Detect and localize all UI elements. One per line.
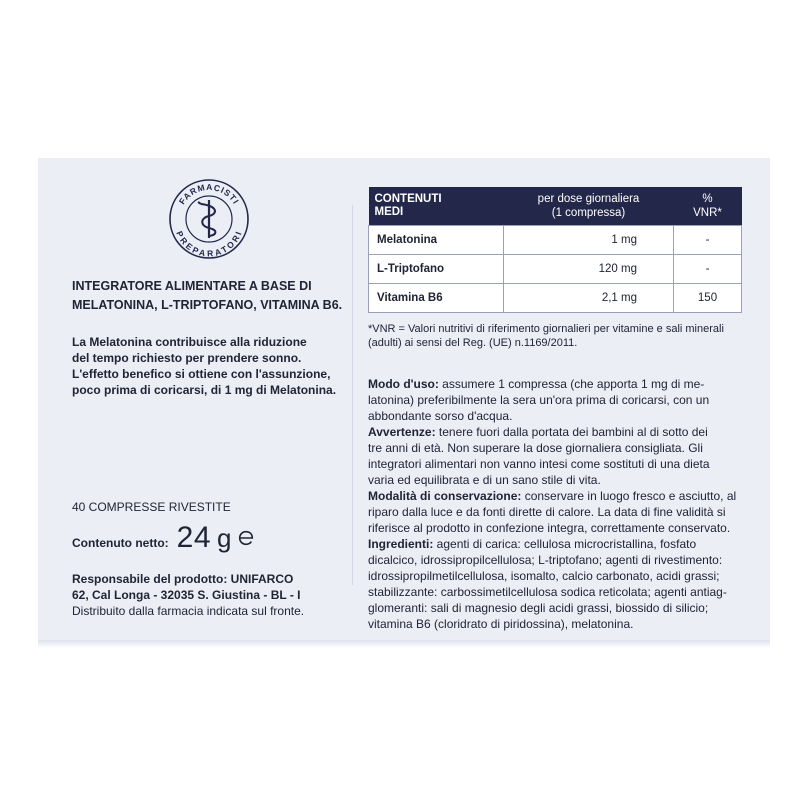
header-daily-dose: per dose giornaliera (1 compressa): [504, 187, 674, 226]
header-contents: CONTENUTI MEDI: [369, 187, 504, 226]
nutrient-name: L-Triptofano: [369, 255, 504, 284]
product-headline: [72, 277, 342, 315]
panel-shadow: [38, 640, 770, 648]
table-row: [369, 226, 742, 255]
nutrient-vnr: 150: [674, 284, 742, 313]
header-vnr: % VNR*: [674, 187, 742, 226]
responsible-line-3: Distribuito dalla farmacia indicata sul fronte.: [72, 604, 305, 618]
responsible-party: [72, 571, 304, 619]
tablet-count: 40 COMPRESSE RIVESTITE: [72, 500, 231, 514]
nutrient-amount: 2,1 mg: [504, 284, 674, 313]
claim-line-2: del tempo richiesto per prendere sonno.: [72, 351, 302, 365]
ingredients-line: Ingredienti: agenti di carica: cellulosa microcristallina, fosfato: [368, 537, 697, 551]
svg-text:FARMACISTI: FARMACISTI: [176, 181, 242, 207]
nutrient-amount: 120 mg: [504, 255, 674, 284]
responsible-line-1: Responsabile del prodotto: UNIFARCO: [72, 572, 294, 586]
svg-text:PREPARATORI: PREPARATORI: [174, 229, 244, 259]
directions-text: Modo d'uso: assumere 1 compressa (che apporta 1 mg di me- latonina) preferibilmente la sera un'ora prima di coricarsi, con un abbondante sorso d'acqua. Avvertenze: tenere fuori dalla portata dei bambini al di sotto dei tre anni di età. Non superare la dose giornaliera consigliata. Gli integratori alimentari non vanno intesi come sostituti di una dieta varia ed equilibrata e di un sano stile di vita. Modalità di conservazione: conservare in luogo fresco e asciutto, al riparo dalla luce e da fonti dirette di calore. La data di fine validità si riferisce al prodotto in confezione integra, correttamente conservato. Ingredienti: agenti di carica: cellulosa microcristallina, fosfato dicalcico, idrossipropilcellulosa; L-triptofano; agenti di rivestimento: idrossipropilmetilcellulosa, isomalto, calcio carbonato, acidi grassi; stabilizzante: carbossimetilcellulosa sodica reticolata; agenti antiag- glomeranti: sali di magnesio degli acidi grassi, biossido di silicio; vitamina B6 (cloridrato di piridossina), melatonina.: [368, 376, 743, 632]
table-header-row: [369, 187, 742, 226]
nutrient-name: Melatonina: [369, 226, 504, 255]
nutrient-name: Vitamina B6: [369, 284, 504, 313]
net-content-label: Contenuto netto:: [72, 536, 169, 550]
nutrition-table: [368, 187, 742, 313]
warnings-line: Avvertenze: tenere fuori dalla portata dei bambini al di sotto dei: [368, 425, 708, 439]
responsible-line-2: 62, Cal Longa - 32035 S. Giustina - BL - I: [72, 588, 301, 602]
usage-line: Modo d'uso: assumere 1 compressa (che apporta 1 mg di me-: [368, 377, 705, 391]
claim-line-4: poco prima di coricarsi, di 1 mg di Melatonina.: [72, 383, 337, 397]
claim-line-3: L'effetto benefico si ottiene con l'assunzione,: [72, 367, 331, 381]
table-row: [369, 255, 742, 284]
net-content-value: 24: [176, 521, 212, 554]
claim-line-1: La Melatonina contribuisce alla riduzione: [72, 335, 307, 349]
net-content: [72, 521, 255, 555]
net-content-unit: g: [217, 523, 232, 553]
health-claims: [72, 334, 344, 398]
pharmacist-seal-logo: [168, 178, 250, 260]
headline-line-1: INTEGRATORE ALIMENTARE A BASE DI: [72, 279, 312, 293]
headline-line-2: MELATONINA, L-TRIPTOFANO, VITAMINA B6.: [72, 298, 343, 312]
table-row: [369, 284, 742, 313]
storage-line: Modalità di conservazione: conservare in luogo fresco e asciutto, al: [368, 489, 737, 503]
nutrient-vnr: -: [674, 255, 742, 284]
vnr-footnote: *VNR = Valori nutritivi di riferimento giornalieri per vitamine e sali minerali (adulti) ai sensi del Reg. (UE) n.1169/2011.: [368, 323, 724, 349]
estimated-sign-icon: [237, 529, 255, 547]
nutrient-amount: 1 mg: [504, 226, 674, 255]
nutrient-vnr: -: [674, 226, 742, 255]
column-divider: [352, 205, 353, 585]
